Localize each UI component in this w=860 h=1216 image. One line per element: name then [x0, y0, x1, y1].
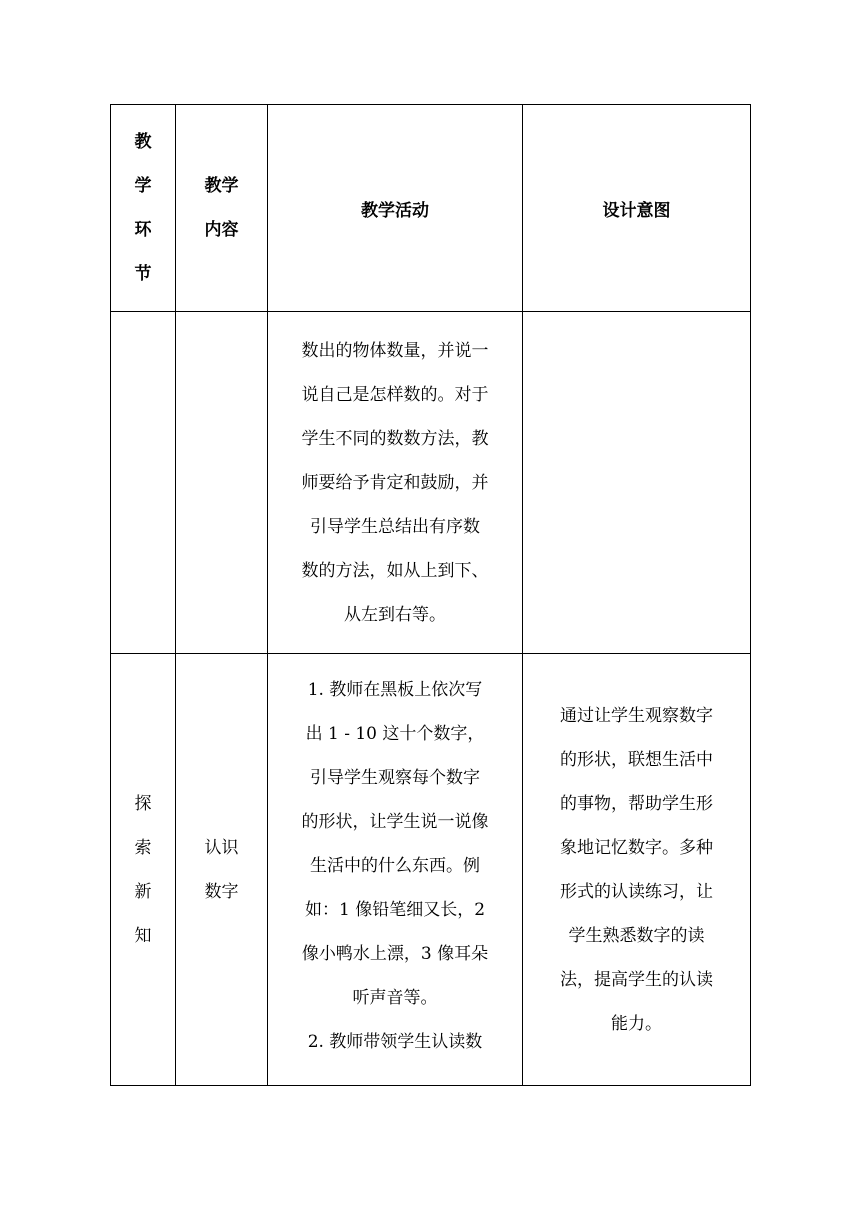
- activity-line: 如：1 像铅笔细又长，2: [304, 900, 486, 920]
- header-content: [176, 105, 268, 312]
- stage-char: 探: [134, 793, 152, 814]
- activity-line: 的形状，让学生说一说像: [301, 812, 489, 832]
- activity-line: 数的方法，如从上到下、: [301, 560, 489, 581]
- stage-cell: [111, 654, 176, 1086]
- table-row: [111, 312, 751, 654]
- intent-line: 的形状，联想生活中: [560, 749, 713, 770]
- content-line: 数字: [204, 881, 239, 902]
- content-line: 认识: [204, 837, 239, 858]
- header-activity: 教学活动: [268, 105, 523, 312]
- activity-line: 引导学生观察每个数字: [310, 768, 480, 788]
- activity-line: 出 1 - 10 这十个数字，: [305, 724, 485, 744]
- header-stage-char: 教: [134, 132, 152, 152]
- header-stage: [111, 105, 176, 312]
- intent-line: 的事物，帮助学生形: [560, 793, 713, 814]
- intent-cell: [523, 312, 751, 654]
- stage-char: 知: [134, 925, 152, 946]
- stage-char: 新: [134, 881, 152, 902]
- content-cell: [176, 654, 268, 1086]
- activity-line: 1. 教师在黑板上依次写: [307, 680, 483, 700]
- activity-line: 生活中的什么东西。例: [310, 856, 480, 876]
- activity-line: 听声音等。: [352, 988, 438, 1008]
- activity-cell: [268, 654, 523, 1086]
- activity-cell: [268, 312, 523, 654]
- header-stage-char: 学: [134, 176, 152, 196]
- activity-line: 师要给予肯定和鼓励，并: [301, 472, 489, 493]
- activity-line: 数出的物体数量，并说一: [301, 340, 489, 361]
- header-content-line: 内容: [204, 220, 239, 240]
- intent-line: 学生熟悉数字的读: [568, 925, 705, 946]
- activity-line: 2. 教师带领学生认读数: [307, 1032, 483, 1052]
- intent-line: 通过让学生观察数字: [560, 705, 713, 726]
- header-content-line: 教学: [204, 176, 239, 196]
- header-intent: 设计意图: [523, 105, 751, 312]
- activity-line: 像小鸭水上漂，3 像耳朵: [301, 944, 489, 964]
- content-cell: [176, 312, 268, 654]
- header-stage-char: 环: [134, 220, 152, 240]
- intent-line: 法，提高学生的认读: [560, 969, 713, 990]
- intent-line: 形式的认读练习，让: [560, 881, 713, 902]
- activity-line: 从左到右等。: [344, 604, 446, 625]
- header-stage-char: 节: [134, 264, 152, 284]
- lesson-plan-table: [110, 104, 751, 1086]
- activity-line: 说自己是怎样数的。对于: [301, 384, 489, 405]
- stage-char: 索: [134, 837, 152, 858]
- stage-cell: [111, 312, 176, 654]
- activity-line: 学生不同的数数方法，教: [301, 428, 489, 449]
- intent-line: 能力。: [611, 1013, 662, 1034]
- table-row: [111, 654, 751, 1086]
- intent-line: 象地记忆数字。多种: [560, 837, 713, 858]
- table-header-row: [111, 105, 751, 312]
- intent-cell: [523, 654, 751, 1086]
- activity-line: 引导学生总结出有序数: [310, 516, 480, 537]
